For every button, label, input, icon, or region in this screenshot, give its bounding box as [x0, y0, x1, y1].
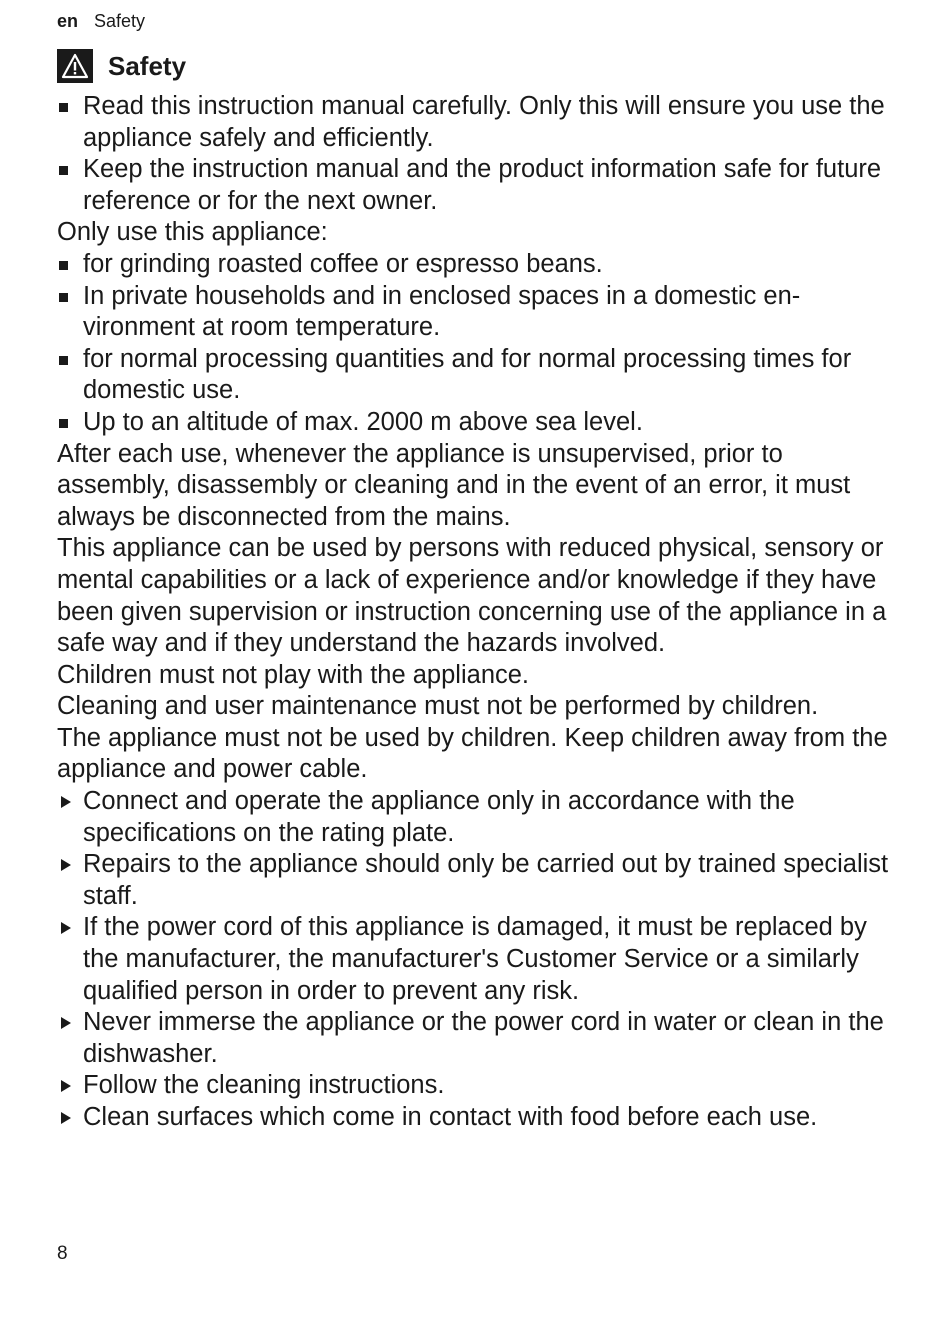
running-header — [57, 10, 145, 32]
arrow-bullet-icon — [61, 922, 71, 934]
page-number: 8 — [57, 1243, 68, 1264]
action-item: Clean surfaces which come in contact with food before each use. — [57, 1102, 897, 1134]
section-name: Safety — [94, 11, 146, 31]
action-item: Follow the cleaning instructions. — [57, 1070, 897, 1102]
safety-content — [57, 91, 897, 1134]
list-item: Read this instruction manual carefully. Only this will ensure you use the appliance safely and efficiently. — [57, 91, 897, 154]
arrow-bullet-icon — [61, 1112, 71, 1124]
paragraph: Children must not play with the appliance. — [57, 660, 530, 689]
square-bullet-icon — [59, 419, 68, 428]
square-bullet-icon — [59, 103, 68, 112]
section-title-row — [57, 48, 186, 84]
list-item: In private households and in enclosed spaces in a domestic environment at room temperature. — [57, 281, 897, 344]
use-heading: Only use this appliance: — [57, 218, 328, 247]
arrow-bullet-icon — [61, 1080, 71, 1092]
action-item: If the power cord of this appliance is damaged, it must be replaced by the manufacturer, the manufacturer's Customer Service or a similarly qualified person in order to prevent any risk. — [57, 912, 897, 1007]
section-title: Safety — [108, 51, 187, 81]
action-item: Repairs to the appliance should only be carried out by trained specialist staff. — [57, 849, 897, 912]
paragraph: Cleaning and user maintenance must not be performed by children. — [57, 692, 819, 721]
paragraph: This appliance can be used by persons with reduced physical, sensory or mental capabilities or a lack of experience and/or knowledge if they have been given supervision or instruction concerning use of the appliance in a safe way and if they understand the hazards involved. — [57, 534, 887, 658]
square-bullet-icon — [59, 356, 68, 365]
action-item: Never immerse the appliance or the power cord in water or clean in the dishwasher. — [57, 1007, 897, 1070]
square-bullet-icon — [59, 166, 68, 175]
list-item: for normal processing quantities and for normal processing times for domestic use. — [57, 344, 897, 407]
language-code: en — [57, 11, 79, 31]
square-bullet-icon — [59, 293, 68, 302]
arrow-bullet-icon — [61, 859, 71, 871]
square-bullet-icon — [59, 261, 68, 270]
paragraph: After each use, whenever the appliance is unsupervised, prior to assembly, disassembly or cleaning and in the event of an error, it must always be disconnected from the mains. — [57, 439, 851, 531]
list-item: Keep the instruction manual and the product information safe for future reference or for the next owner. — [57, 154, 897, 217]
list-item: Up to an altitude of max. 2000 m above sea level. — [57, 407, 897, 439]
action-item: Connect and operate the appliance only in accordance with the specifications on the rating plate. — [57, 786, 897, 849]
arrow-bullet-icon — [61, 796, 71, 808]
list-item: for grinding roasted coffee or espresso beans. — [57, 249, 897, 281]
warning-triangle-icon — [57, 49, 93, 83]
arrow-bullet-icon — [61, 1017, 71, 1029]
paragraph: The appliance must not be used by children. Keep children away from the appliance and power cable. — [57, 723, 888, 784]
